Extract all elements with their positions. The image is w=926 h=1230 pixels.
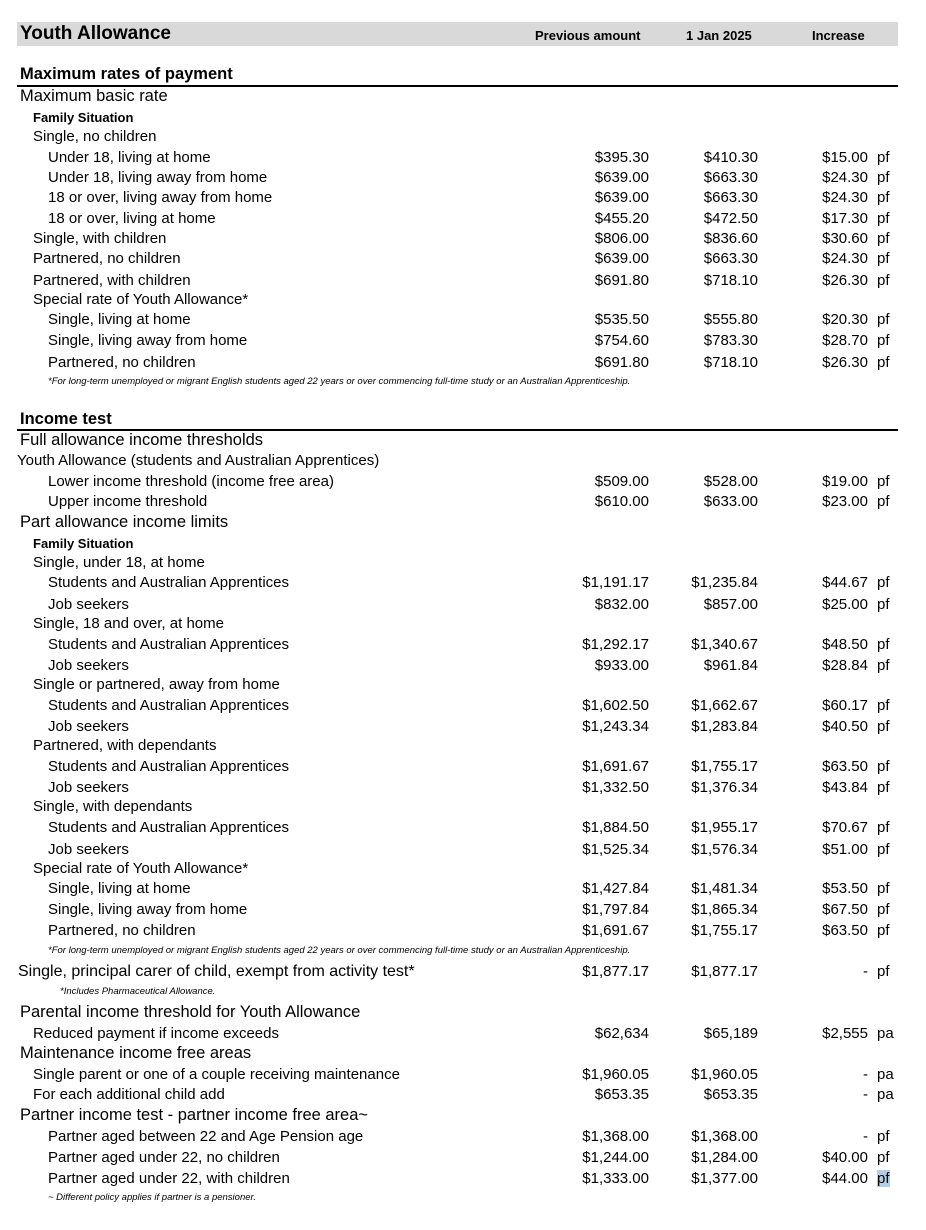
new-amount-cell: $1,481.34 (691, 880, 758, 897)
row-label: Youth Allowance (students and Australian Apprentices) (17, 452, 380, 469)
table-row (0, 272, 926, 292)
increase-cell: $48.50 (822, 636, 868, 653)
row-label: Partner aged under 22, no children (48, 1149, 280, 1166)
subsection-heading-row (0, 1106, 926, 1126)
row-label: Reduced payment if income exceeds (33, 1025, 279, 1042)
row-label: Job seekers (48, 841, 129, 858)
table-row (0, 230, 926, 250)
frequency-unit: pf (877, 657, 890, 674)
new-amount-cell: $1,955.17 (691, 819, 758, 836)
new-amount-cell: $528.00 (703, 473, 758, 490)
frequency-unit: pf (877, 1128, 890, 1145)
new-amount-cell: $1,755.17 (691, 758, 758, 775)
frequency-unit: pf (877, 493, 890, 510)
frequency-unit: pf (877, 596, 890, 613)
frequency-unit: pf (877, 758, 890, 775)
table-row (0, 922, 926, 942)
previous-amount-cell: $691.80 (594, 354, 649, 371)
table-row (0, 574, 926, 594)
row-label: Partner aged under 22, with children (48, 1170, 290, 1187)
new-amount-cell: $857.00 (703, 596, 758, 613)
row-label: Single parent or one of a couple receiving maintenance (33, 1066, 400, 1083)
row-label: Single, no children (33, 128, 157, 145)
row-label: Under 18, living at home (48, 149, 211, 166)
previous-amount-cell: $1,691.67 (582, 758, 649, 775)
row-label: Under 18, living away from home (48, 169, 268, 186)
frequency-unit: pf (877, 779, 890, 796)
column-header-increase: Increase (812, 28, 865, 43)
table-row (0, 841, 926, 861)
new-amount-cell: $783.30 (703, 332, 758, 349)
new-amount-cell: $653.35 (703, 1086, 758, 1103)
section-heading-row (0, 410, 926, 430)
frequency-unit: pf (877, 1149, 890, 1166)
increase-cell: $30.60 (822, 230, 868, 247)
row-label: Parental income threshold for Youth Allowance (20, 1003, 361, 1021)
subsection-heading-row (0, 1044, 926, 1064)
row-label: Job seekers (48, 596, 129, 613)
increase-cell: $40.50 (822, 718, 868, 735)
frequency-unit: pf (877, 473, 890, 490)
table-row (0, 128, 926, 148)
new-amount-cell: $961.84 (703, 657, 758, 674)
table-row (0, 963, 926, 983)
previous-amount-cell: $639.00 (594, 250, 649, 267)
increase-cell: $28.84 (822, 657, 868, 674)
new-amount-cell: $1,235.84 (691, 574, 758, 591)
row-label: Family Situation (33, 536, 134, 551)
row-label: Partnered, no children (33, 250, 181, 267)
previous-amount-cell: $62,634 (594, 1025, 649, 1042)
row-label: Partnered, no children (48, 354, 196, 371)
row-label: Students and Australian Apprentices (48, 697, 289, 714)
new-amount-cell: $663.30 (703, 169, 758, 186)
frequency-unit: pf (877, 354, 890, 371)
table-row (0, 493, 926, 513)
increase-cell: - (863, 1086, 868, 1103)
increase-cell: - (863, 963, 868, 980)
subsection-heading-row (0, 513, 926, 533)
table-row (0, 250, 926, 270)
previous-amount-cell: $639.00 (594, 169, 649, 186)
table-row (0, 676, 926, 696)
new-amount-cell: $1,960.05 (691, 1066, 758, 1083)
frequency-unit: pf (877, 311, 890, 328)
frequency-unit: pa (877, 1066, 894, 1083)
new-amount-cell: $1,576.34 (691, 841, 758, 858)
table-row (0, 860, 926, 880)
new-amount-cell: $1,755.17 (691, 922, 758, 939)
table-row (0, 1149, 926, 1169)
frequency-unit: pa (877, 1025, 894, 1042)
new-amount-cell: $836.60 (703, 230, 758, 247)
row-label: Full allowance income thresholds (20, 431, 264, 449)
increase-cell: $17.30 (822, 210, 868, 227)
table-header-bar (17, 22, 898, 46)
new-amount-cell: $1,340.67 (691, 636, 758, 653)
table-row (0, 189, 926, 209)
previous-amount-cell: $1,191.17 (582, 574, 649, 591)
row-label: Special rate of Youth Allowance* (33, 860, 249, 877)
previous-amount-cell: $1,332.50 (582, 779, 649, 796)
table-row (0, 452, 926, 472)
increase-cell: $51.00 (822, 841, 868, 858)
increase-cell: $53.50 (822, 880, 868, 897)
row-label: Single, 18 and over, at home (33, 615, 224, 632)
new-amount-cell: $1,283.84 (691, 718, 758, 735)
row-label: Income test (20, 410, 112, 428)
previous-amount-cell: $1,292.17 (582, 636, 649, 653)
table-row (0, 354, 926, 374)
row-label: Single, living away from home (48, 901, 248, 918)
row-label: Special rate of Youth Allowance* (33, 291, 249, 308)
increase-cell: $20.30 (822, 311, 868, 328)
frequency-unit: pf (877, 574, 890, 591)
increase-cell: $25.00 (822, 596, 868, 613)
row-label: Partner income test - partner income free area~ (20, 1106, 369, 1124)
row-label: 18 or over, living away from home (48, 189, 273, 206)
footnote-row (0, 945, 926, 965)
frequency-unit: pf (877, 880, 890, 897)
previous-amount-cell: $653.35 (594, 1086, 649, 1103)
row-label: Job seekers (48, 779, 129, 796)
table-row (0, 758, 926, 778)
previous-amount-cell: $1,797.84 (582, 901, 649, 918)
row-label: Partnered, with dependants (33, 737, 217, 754)
previous-amount-cell: $1,877.17 (582, 963, 649, 980)
increase-cell: $15.00 (822, 149, 868, 166)
table-row (0, 615, 926, 635)
increase-cell: $24.30 (822, 189, 868, 206)
new-amount-cell: $718.10 (703, 354, 758, 371)
row-label: Family Situation (33, 110, 134, 125)
new-amount-cell: $1,368.00 (691, 1128, 758, 1145)
column-header-1-jan-2025: 1 Jan 2025 (686, 28, 752, 43)
previous-amount-cell: $1,602.50 (582, 697, 649, 714)
new-amount-cell: $1,865.34 (691, 901, 758, 918)
table-row (0, 880, 926, 900)
new-amount-cell: $410.30 (703, 149, 758, 166)
increase-cell: $63.50 (822, 922, 868, 939)
previous-amount-cell: $610.00 (594, 493, 649, 510)
table-row (0, 149, 926, 169)
row-label: Single, with dependants (33, 798, 193, 815)
frequency-unit: pf (877, 841, 890, 858)
new-amount-cell: $1,376.34 (691, 779, 758, 796)
previous-amount-cell: $535.50 (594, 311, 649, 328)
new-amount-cell: $1,877.17 (691, 963, 758, 980)
increase-cell: $67.50 (822, 901, 868, 918)
table-row (0, 291, 926, 311)
row-label: *For long-term unemployed or migrant English students aged 22 years or over commencing full-time study or an Australian Apprenticeship. (48, 376, 631, 387)
table-row (0, 819, 926, 839)
table-row (0, 657, 926, 677)
table-row (0, 798, 926, 818)
row-label: Upper income threshold (48, 493, 208, 510)
previous-amount-cell: $1,244.00 (582, 1149, 649, 1166)
subsection-heading-row (0, 1003, 926, 1023)
row-label: Partnered, with children (33, 272, 191, 289)
subsection-heading-row (0, 431, 926, 451)
increase-cell: $40.00 (822, 1149, 868, 1166)
new-amount-cell: $555.80 (703, 311, 758, 328)
previous-amount-cell: $754.60 (594, 332, 649, 349)
row-label: Maximum basic rate (20, 87, 168, 105)
row-label: Job seekers (48, 657, 129, 674)
previous-amount-cell: $395.30 (594, 149, 649, 166)
previous-amount-cell: $455.20 (594, 210, 649, 227)
table-row (0, 210, 926, 230)
increase-cell: $63.50 (822, 758, 868, 775)
previous-amount-cell: $1,243.34 (582, 718, 649, 735)
group-label-row (0, 536, 926, 556)
new-amount-cell: $718.10 (703, 272, 758, 289)
new-amount-cell: $65,189 (703, 1025, 758, 1042)
increase-cell: $23.00 (822, 493, 868, 510)
new-amount-cell: $663.30 (703, 189, 758, 206)
row-label: For each additional child add (33, 1086, 225, 1103)
table-row (0, 636, 926, 656)
row-label: Part allowance income limits (20, 513, 229, 531)
row-label: Maximum rates of payment (20, 65, 233, 83)
frequency-unit: pf (877, 169, 890, 186)
frequency-unit: pf (877, 922, 890, 939)
table-row (0, 332, 926, 352)
previous-amount-cell: $1,960.05 (582, 1066, 649, 1083)
frequency-unit: pf (877, 189, 890, 206)
increase-cell: - (863, 1128, 868, 1145)
row-label: Single, with children (33, 230, 167, 247)
row-label: Lower income threshold (income free area) (48, 473, 334, 490)
new-amount-cell: $663.30 (703, 250, 758, 267)
frequency-unit: pf (877, 332, 890, 349)
row-label: Partnered, no children (48, 922, 196, 939)
increase-cell: $60.17 (822, 697, 868, 714)
column-header-previous-amount: Previous amount (535, 28, 641, 43)
increase-cell: $43.84 (822, 779, 868, 796)
table-row (0, 596, 926, 616)
frequency-unit: pf (877, 718, 890, 735)
table-row (0, 697, 926, 717)
frequency-unit: pf (877, 697, 890, 714)
frequency-unit: pf (877, 636, 890, 653)
frequency-unit: pf (877, 901, 890, 918)
previous-amount-cell: $691.80 (594, 272, 649, 289)
previous-amount-cell: $1,884.50 (582, 819, 649, 836)
table-row (0, 554, 926, 574)
previous-amount-cell: $832.00 (594, 596, 649, 613)
previous-amount-cell: $1,368.00 (582, 1128, 649, 1145)
increase-cell: $26.30 (822, 272, 868, 289)
row-label: Students and Australian Apprentices (48, 574, 289, 591)
frequency-unit: pf (877, 250, 890, 267)
new-amount-cell: $472.50 (703, 210, 758, 227)
table-row (0, 718, 926, 738)
subsection-heading-row (0, 87, 926, 107)
frequency-unit: pf (877, 1170, 890, 1187)
frequency-unit: pf (877, 819, 890, 836)
increase-cell: - (863, 1066, 868, 1083)
previous-amount-cell: $1,333.00 (582, 1170, 649, 1187)
table-row (0, 1066, 926, 1086)
table-row (0, 901, 926, 921)
section-heading-row (0, 65, 926, 85)
row-label: Job seekers (48, 718, 129, 735)
frequency-unit: pf (877, 230, 890, 247)
previous-amount-cell: $1,691.67 (582, 922, 649, 939)
increase-cell: $24.30 (822, 169, 868, 186)
increase-cell: $28.70 (822, 332, 868, 349)
frequency-unit: pf (877, 149, 890, 166)
table-row (0, 1086, 926, 1106)
row-label: ~ Different policy applies if partner is a pensioner. (48, 1192, 256, 1203)
row-label: *For long-term unemployed or migrant English students aged 22 years or over commencing full-time study or an Australian Apprenticeship. (48, 945, 631, 956)
table-row (0, 1128, 926, 1148)
increase-cell: $24.30 (822, 250, 868, 267)
row-label: Students and Australian Apprentices (48, 636, 289, 653)
row-label: Single, principal carer of child, exempt from activity test* (18, 963, 415, 980)
frequency-unit: pf (877, 210, 890, 227)
previous-amount-cell: $806.00 (594, 230, 649, 247)
footnote-row (0, 1192, 926, 1212)
increase-cell: $44.00 (822, 1170, 868, 1187)
previous-amount-cell: $509.00 (594, 473, 649, 490)
previous-amount-cell: $1,525.34 (582, 841, 649, 858)
frequency-unit: pf (877, 272, 890, 289)
row-label: Single, living at home (48, 311, 191, 328)
row-label: Single, living away from home (48, 332, 248, 349)
new-amount-cell: $1,662.67 (691, 697, 758, 714)
previous-amount-cell: $1,427.84 (582, 880, 649, 897)
table-row (0, 311, 926, 331)
increase-cell: $70.67 (822, 819, 868, 836)
new-amount-cell: $1,377.00 (691, 1170, 758, 1187)
footnote-row (0, 376, 926, 396)
table-row (0, 473, 926, 493)
frequency-unit: pa (877, 1086, 894, 1103)
new-amount-cell: $633.00 (703, 493, 758, 510)
table-row (0, 1025, 926, 1045)
group-label-row (0, 110, 926, 130)
page-title: Youth Allowance (20, 23, 171, 44)
row-label: 18 or over, living at home (48, 210, 216, 227)
previous-amount-cell: $933.00 (594, 657, 649, 674)
table-row (0, 1170, 926, 1190)
row-label: Maintenance income free areas (20, 1044, 252, 1062)
previous-amount-cell: $639.00 (594, 189, 649, 206)
table-row (0, 169, 926, 189)
row-label: Single, living at home (48, 880, 191, 897)
row-label: Single or partnered, away from home (33, 676, 280, 693)
increase-cell: $44.67 (822, 574, 868, 591)
row-label: Partner aged between 22 and Age Pension age (48, 1128, 364, 1145)
row-label: Students and Australian Apprentices (48, 819, 289, 836)
row-label: Single, under 18, at home (33, 554, 205, 571)
increase-cell: $19.00 (822, 473, 868, 490)
table-row (0, 737, 926, 757)
frequency-unit: pf (877, 963, 890, 980)
table-row (0, 779, 926, 799)
row-label: *Includes Pharmaceutical Allowance. (60, 986, 216, 997)
row-label: Students and Australian Apprentices (48, 758, 289, 775)
new-amount-cell: $1,284.00 (691, 1149, 758, 1166)
increase-cell: $26.30 (822, 354, 868, 371)
increase-cell: $2,555 (822, 1025, 868, 1042)
